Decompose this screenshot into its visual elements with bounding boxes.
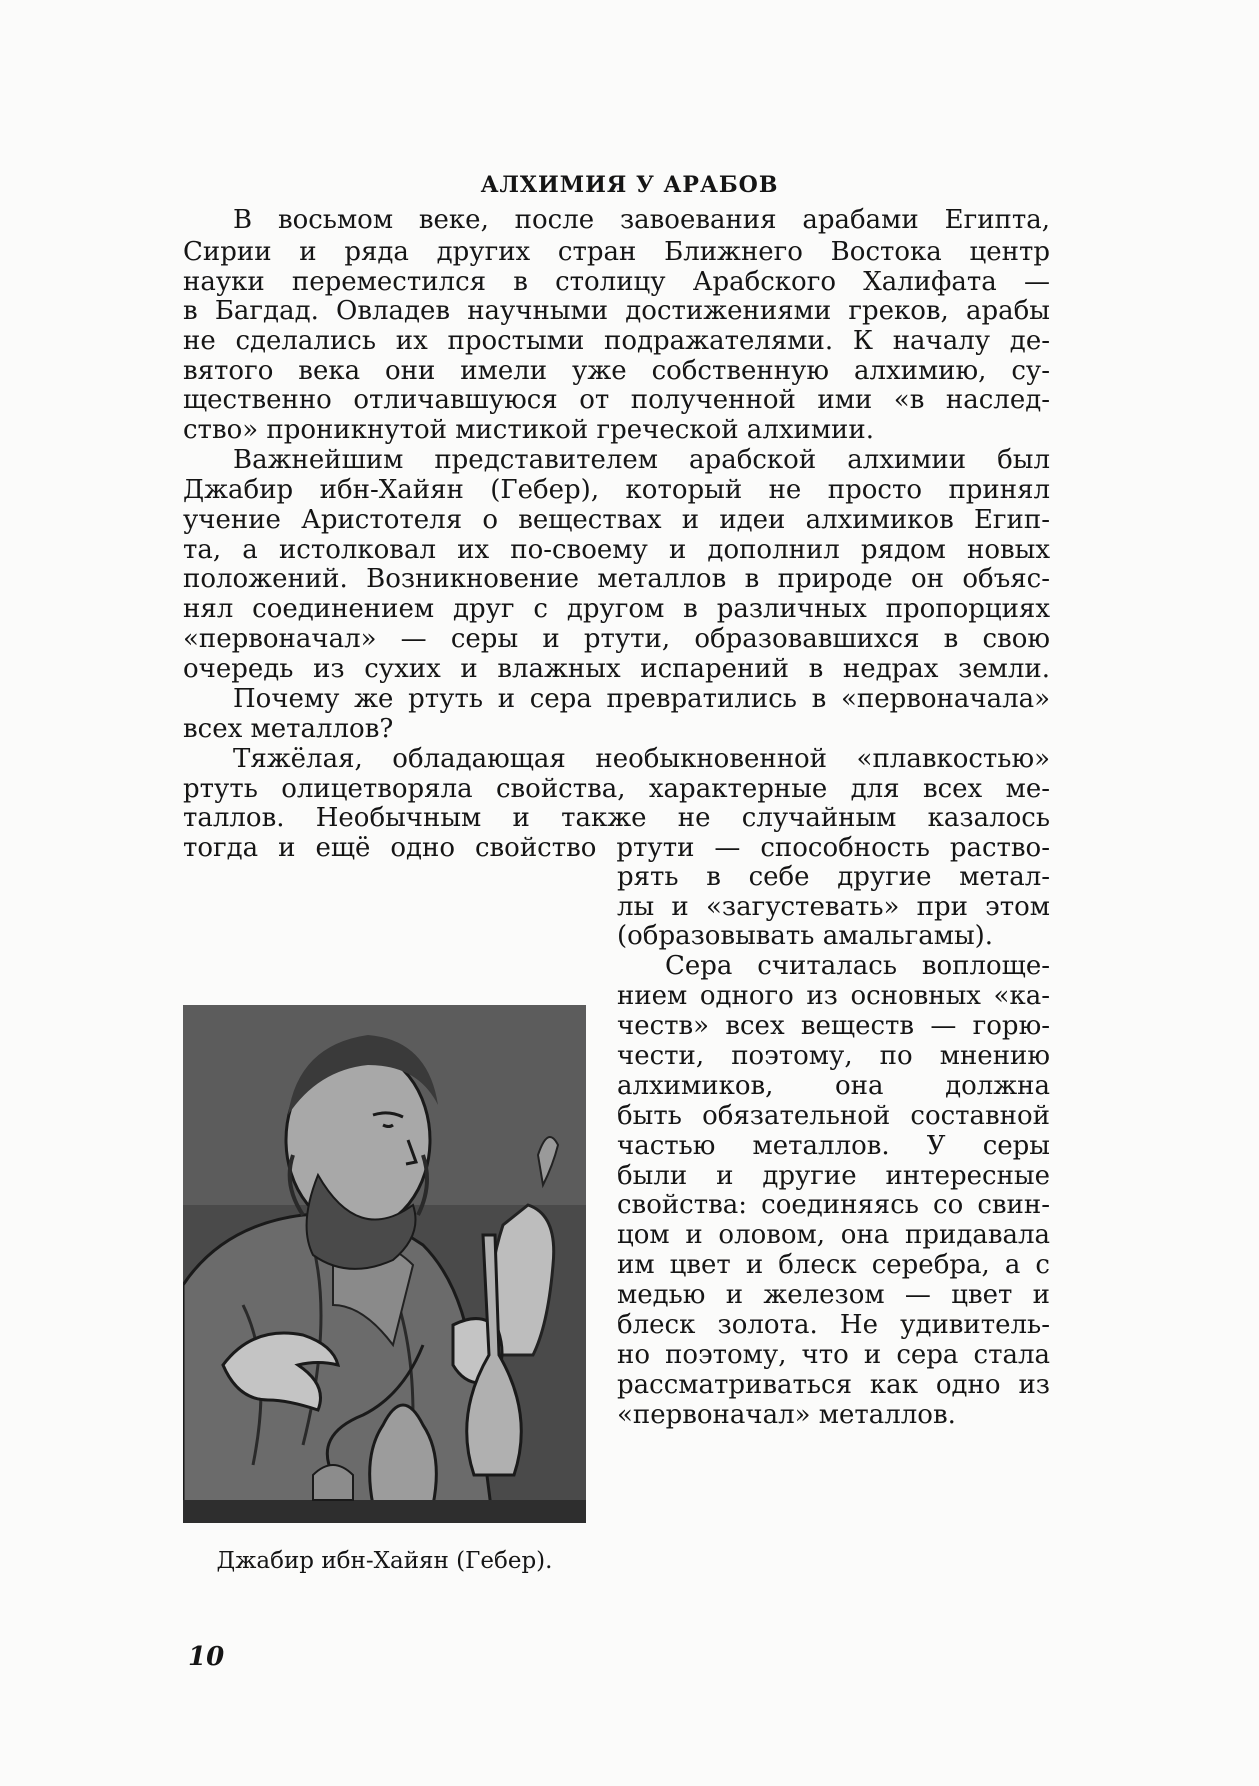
column-text-line: «первоначал» металлов. — [617, 1400, 956, 1430]
text-line: та, а истолковал их по-своему и дополнил рядом новых — [183, 535, 1050, 565]
text-line: ртуть олицетворяла свойства, характерные для всех ме- — [183, 774, 1050, 804]
text-line: не сделались их простыми подражателями. К началу де- — [183, 326, 1050, 356]
column-text-line: лы и «загустевать» при этом — [617, 892, 1050, 922]
text-line: Джабир ибн-Хайян (Гебер), который не просто принял — [183, 475, 1050, 505]
text-line: тогда и ещё одно свойство ртути — способность раство- — [183, 833, 1050, 863]
text-line: науки переместился в столицу Арабского Халифата — — [183, 267, 1050, 297]
column-text-line: нием одного из основных «ка- — [617, 981, 1050, 1011]
column-text-line: рять в себе другие метал- — [617, 862, 1050, 892]
portrait-engraving — [183, 1005, 586, 1523]
column-text-line: медью и железом — цвет и — [617, 1280, 1050, 1310]
column-text-line: честв» всех веществ — горю- — [617, 1011, 1050, 1041]
text-line: щественно отличавшуюся от полученной ими «в наслед- — [183, 385, 1050, 415]
text-line: всех металлов? — [183, 714, 394, 744]
column-text-line: блеск золота. Не удивитель- — [617, 1310, 1050, 1340]
column-text-line: цом и оловом, она придавала — [617, 1220, 1050, 1250]
column-text-line: рассматриваться как одно из — [617, 1370, 1050, 1400]
text-line: Почему же ртуть и сера превратились в «первоначала» — [233, 684, 1050, 714]
text-line: нял соединением друг с другом в различных пропорциях — [183, 594, 1050, 624]
text-line: Тяжёлая, обладающая необыкновенной «плавкостью» — [233, 744, 1050, 774]
text-line: Важнейшим представителем арабской алхимии был — [233, 445, 1050, 475]
text-line: учение Аристотеля о веществах и идеи алхимиков Егип- — [183, 505, 1050, 535]
page-number: 10 — [188, 1642, 225, 1672]
text-line: очередь из сухих и влажных испарений в недрах земли. — [183, 654, 1050, 684]
text-line: в Багдад. Овладев научными достижениями греков, арабы — [183, 296, 1050, 326]
column-text-line: свойства: соединяясь со свин- — [617, 1190, 1050, 1220]
text-line: ство» проникнутой мистикой греческой алхимии. — [183, 415, 874, 445]
column-text-line: частью металлов. У серы — [617, 1131, 1050, 1161]
column-text-line: быть обязательной составной — [617, 1101, 1050, 1131]
column-text-line: (образовывать амальгамы). — [617, 921, 994, 951]
text-line: вятого века они имели уже собственную алхимию, су- — [183, 356, 1050, 386]
figure-caption: Джабир ибн-Хайян (Гебер). — [216, 1548, 553, 1574]
column-text-line: Сера считалась воплоще- — [665, 951, 1050, 981]
chapter-title: АЛХИМИЯ У АРАБОВ — [480, 172, 779, 198]
portrait-illustration — [183, 1005, 586, 1523]
text-line: «первоначал» — серы и ртути, образовавшихся в свою — [183, 624, 1050, 654]
text-line: Сирии и ряда других стран Ближнего Востока центр — [183, 237, 1050, 267]
column-text-line: чести, поэтому, по мнению — [617, 1041, 1050, 1071]
text-line: таллов. Необычным и также не случайным казалось — [183, 803, 1050, 833]
column-text-line: алхимиков, она должна — [617, 1071, 1050, 1101]
text-line: положений. Возникновение металлов в природе он объяс- — [183, 564, 1050, 594]
column-text-line: были и другие интересные — [617, 1161, 1050, 1191]
text-line: В восьмом веке, после завоевания арабами Египта, — [233, 205, 1050, 235]
column-text-line: им цвет и блеск серебра, а с — [617, 1250, 1050, 1280]
column-text-line: но поэтому, что и сера стала — [617, 1340, 1050, 1370]
